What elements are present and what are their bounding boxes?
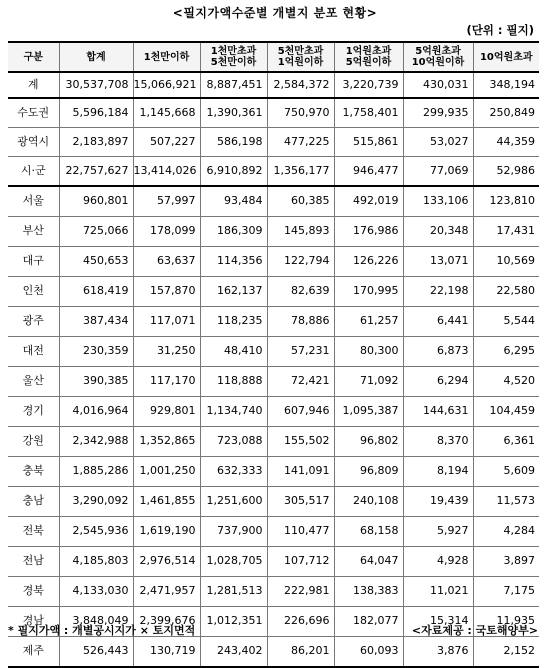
table-cell: 1,095,387 — [334, 397, 403, 427]
table-cell: 3,876 — [403, 637, 473, 668]
table-cell: 15,066,921 — [133, 72, 200, 98]
table-cell: 93,484 — [200, 186, 267, 217]
table-cell: 1,028,705 — [200, 547, 267, 577]
table-cell: 133,106 — [403, 186, 473, 217]
table-cell: 118,235 — [200, 307, 267, 337]
table-cell: 145,893 — [267, 217, 334, 247]
table-row — [8, 186, 539, 217]
table-cell: 110,477 — [267, 517, 334, 547]
table-cell: 31,250 — [133, 337, 200, 367]
table-cell: 960,801 — [59, 186, 133, 217]
table-cell: 96,809 — [334, 457, 403, 487]
table-cell: 2,342,988 — [59, 427, 133, 457]
column-header — [8, 42, 59, 72]
table-row — [8, 397, 539, 427]
table-row — [8, 547, 539, 577]
total-row — [8, 72, 539, 98]
table-cell: 507,227 — [133, 128, 200, 157]
column-header — [473, 42, 539, 72]
table-cell: 22,757,627 — [59, 157, 133, 187]
table-cell: 61,257 — [334, 307, 403, 337]
table-cell: 430,031 — [403, 72, 473, 98]
table-cell: 243,402 — [200, 637, 267, 668]
table-cell: 1,356,177 — [267, 157, 334, 187]
table-cell: 586,198 — [200, 128, 267, 157]
table-cell: 6,910,892 — [200, 157, 267, 187]
table-cell: 17,431 — [473, 217, 539, 247]
row-label: 수도권 — [8, 98, 59, 128]
table-cell: 6,294 — [403, 367, 473, 397]
table-cell: 2,399,676 — [133, 607, 200, 637]
table-cell: 118,888 — [200, 367, 267, 397]
table-cell: 723,088 — [200, 427, 267, 457]
table-cell: 5,596,184 — [59, 98, 133, 128]
column-header — [267, 42, 334, 72]
table-cell: 1,251,600 — [200, 487, 267, 517]
table-cell: 5,609 — [473, 457, 539, 487]
table-cell: 8,194 — [403, 457, 473, 487]
table-cell: 82,639 — [267, 277, 334, 307]
table-row — [8, 337, 539, 367]
column-header-text: 5천만초과 — [277, 46, 324, 57]
row-label: 계 — [8, 72, 59, 98]
table-cell: 117,170 — [133, 367, 200, 397]
table-cell: 122,794 — [267, 247, 334, 277]
table-cell: 8,370 — [403, 427, 473, 457]
table-cell: 526,443 — [59, 637, 133, 668]
table-cell: 96,802 — [334, 427, 403, 457]
column-header-text: 5억원초과 — [415, 46, 461, 57]
table-cell: 6,361 — [473, 427, 539, 457]
table-cell: 114,356 — [200, 247, 267, 277]
table-row — [8, 427, 539, 457]
row-label: 경북 — [8, 577, 59, 607]
table-cell: 44,359 — [473, 128, 539, 157]
column-header-text: 10억원초과 — [479, 51, 533, 63]
source-note: <자료제공 : 국토해양부> — [411, 624, 538, 637]
row-label: 광역시 — [8, 128, 59, 157]
table-cell: 144,631 — [403, 397, 473, 427]
row-label: 전남 — [8, 547, 59, 577]
table-cell: 3,220,739 — [334, 72, 403, 98]
table-cell: 5,544 — [473, 307, 539, 337]
table-cell: 2,584,372 — [267, 72, 334, 98]
table-cell: 6,441 — [403, 307, 473, 337]
table-row — [8, 157, 539, 187]
column-header-text: 5천만이하 — [210, 57, 257, 68]
table-row — [8, 217, 539, 247]
table-cell: 6,873 — [403, 337, 473, 367]
table-cell: 390,385 — [59, 367, 133, 397]
row-label: 경기 — [8, 397, 59, 427]
table-cell: 3,897 — [473, 547, 539, 577]
table-cell: 11,573 — [473, 487, 539, 517]
table-cell: 1,461,855 — [133, 487, 200, 517]
table-cell: 117,071 — [133, 307, 200, 337]
row-label: 인천 — [8, 277, 59, 307]
table-row — [8, 277, 539, 307]
table-cell: 3,848,049 — [59, 607, 133, 637]
row-label: 경남 — [8, 607, 59, 637]
table-cell: 515,861 — [334, 128, 403, 157]
row-label: 전북 — [8, 517, 59, 547]
table-cell: 1,281,513 — [200, 577, 267, 607]
table-cell: 57,997 — [133, 186, 200, 217]
table-cell: 157,870 — [133, 277, 200, 307]
table-cell: 929,801 — [133, 397, 200, 427]
table-cell: 78,886 — [267, 307, 334, 337]
column-header — [334, 42, 403, 72]
table-cell: 178,099 — [133, 217, 200, 247]
table-cell: 618,419 — [59, 277, 133, 307]
table-cell: 250,849 — [473, 98, 539, 128]
table-cell: 104,459 — [473, 397, 539, 427]
table-cell: 126,226 — [334, 247, 403, 277]
table-cell: 2,471,957 — [133, 577, 200, 607]
table-cell: 10,569 — [473, 247, 539, 277]
table-cell: 4,284 — [473, 517, 539, 547]
table-cell: 22,198 — [403, 277, 473, 307]
table-cell: 64,047 — [334, 547, 403, 577]
table-cell: 1,001,250 — [133, 457, 200, 487]
table-cell: 1,134,740 — [200, 397, 267, 427]
table-cell: 1,012,351 — [200, 607, 267, 637]
table-cell: 20,348 — [403, 217, 473, 247]
table-cell: 22,580 — [473, 277, 539, 307]
table-cell: 725,066 — [59, 217, 133, 247]
table-cell: 48,410 — [200, 337, 267, 367]
column-header-text: 구분 — [23, 51, 43, 63]
row-label: 부산 — [8, 217, 59, 247]
table-row — [8, 457, 539, 487]
table-cell: 1,619,190 — [133, 517, 200, 547]
table-cell: 107,712 — [267, 547, 334, 577]
table-cell: 52,986 — [473, 157, 539, 187]
table-cell: 1,352,865 — [133, 427, 200, 457]
table-cell: 30,537,708 — [59, 72, 133, 98]
table-cell: 750,970 — [267, 98, 334, 128]
table-row — [8, 247, 539, 277]
table-cell: 305,517 — [267, 487, 334, 517]
table-cell: 1,758,401 — [334, 98, 403, 128]
footnote: * 필지가액 : 개별공시지가 × 토지면적 — [8, 624, 196, 637]
row-label: 울산 — [8, 367, 59, 397]
table-row — [8, 517, 539, 547]
table-cell: 130,719 — [133, 637, 200, 668]
table-cell: 72,421 — [267, 367, 334, 397]
row-label: 시·군 — [8, 157, 59, 187]
table-cell: 737,900 — [200, 517, 267, 547]
column-header — [200, 42, 267, 72]
table-cell: 3,290,092 — [59, 487, 133, 517]
table-cell: 2,152 — [473, 637, 539, 668]
table-cell: 2,545,936 — [59, 517, 133, 547]
table-cell: 155,502 — [267, 427, 334, 457]
column-header-text: 1억원초과 — [345, 46, 392, 57]
table-cell: 4,928 — [403, 547, 473, 577]
table-cell: 226,696 — [267, 607, 334, 637]
table-cell: 492,019 — [334, 186, 403, 217]
table-cell: 450,653 — [59, 247, 133, 277]
table-cell: 1,145,668 — [133, 98, 200, 128]
table-cell: 15,314 — [403, 607, 473, 637]
table-cell: 2,976,514 — [133, 547, 200, 577]
table-row — [8, 98, 539, 128]
table-cell: 1,885,286 — [59, 457, 133, 487]
distribution-table — [8, 41, 539, 668]
table-cell: 4,520 — [473, 367, 539, 397]
column-header-text: 1억원이하 — [277, 57, 324, 68]
table-title: <필지가액수준별 개별지 분포 현황> — [172, 6, 378, 20]
table-cell: 4,133,030 — [59, 577, 133, 607]
table-row — [8, 367, 539, 397]
table-cell: 13,071 — [403, 247, 473, 277]
table-cell: 230,359 — [59, 337, 133, 367]
table-cell: 123,810 — [473, 186, 539, 217]
table-cell: 60,385 — [267, 186, 334, 217]
table-cell: 222,981 — [267, 577, 334, 607]
column-header-text: 5억원이하 — [345, 57, 392, 68]
table-cell: 80,300 — [334, 337, 403, 367]
header-row — [8, 42, 539, 72]
table-cell: 348,194 — [473, 72, 539, 98]
table-cell: 141,091 — [267, 457, 334, 487]
table-cell: 4,185,803 — [59, 547, 133, 577]
table-cell: 11,021 — [403, 577, 473, 607]
column-header-text: 1천만이하 — [143, 51, 190, 63]
table-cell: 387,434 — [59, 307, 133, 337]
table-cell: 86,201 — [267, 637, 334, 668]
column-header-text: 1천만초과 — [210, 46, 257, 57]
column-header — [59, 42, 133, 72]
table-cell: 11,935 — [473, 607, 539, 637]
table-cell: 138,383 — [334, 577, 403, 607]
row-label: 광주 — [8, 307, 59, 337]
table-cell: 186,309 — [200, 217, 267, 247]
row-label: 강원 — [8, 427, 59, 457]
table-cell: 170,995 — [334, 277, 403, 307]
table-cell: 182,077 — [334, 607, 403, 637]
table-cell: 53,027 — [403, 128, 473, 157]
column-header-text: 합계 — [86, 51, 106, 63]
table-cell: 68,158 — [334, 517, 403, 547]
table-row — [8, 128, 539, 157]
table-cell: 176,986 — [334, 217, 403, 247]
table-cell: 4,016,964 — [59, 397, 133, 427]
table-cell: 7,175 — [473, 577, 539, 607]
table-cell: 240,108 — [334, 487, 403, 517]
row-label: 대구 — [8, 247, 59, 277]
table-cell: 477,225 — [267, 128, 334, 157]
row-label: 충북 — [8, 457, 59, 487]
table-cell: 57,231 — [267, 337, 334, 367]
table-cell: 5,927 — [403, 517, 473, 547]
table-cell: 607,946 — [267, 397, 334, 427]
table-cell: 77,069 — [403, 157, 473, 187]
table-cell: 162,137 — [200, 277, 267, 307]
column-header — [133, 42, 200, 72]
table-cell: 71,092 — [334, 367, 403, 397]
unit-label: (단위 : 필지) — [466, 23, 534, 37]
table-cell: 13,414,026 — [133, 157, 200, 187]
table-row — [8, 307, 539, 337]
table-cell: 946,477 — [334, 157, 403, 187]
row-label: 충남 — [8, 487, 59, 517]
table-cell: 299,935 — [403, 98, 473, 128]
table-cell: 632,333 — [200, 457, 267, 487]
table-cell: 60,093 — [334, 637, 403, 668]
column-header-text: 10억원이하 — [411, 57, 465, 68]
column-header — [403, 42, 473, 72]
table-row — [8, 637, 539, 668]
table-cell: 19,439 — [403, 487, 473, 517]
table-cell: 2,183,897 — [59, 128, 133, 157]
table-cell: 63,637 — [133, 247, 200, 277]
table-cell: 6,295 — [473, 337, 539, 367]
table-cell: 8,887,451 — [200, 72, 267, 98]
table-row — [8, 487, 539, 517]
row-label: 서울 — [8, 186, 59, 217]
table-cell: 1,390,361 — [200, 98, 267, 128]
table-row — [8, 577, 539, 607]
row-label: 대전 — [8, 337, 59, 367]
row-label: 제주 — [8, 637, 59, 668]
